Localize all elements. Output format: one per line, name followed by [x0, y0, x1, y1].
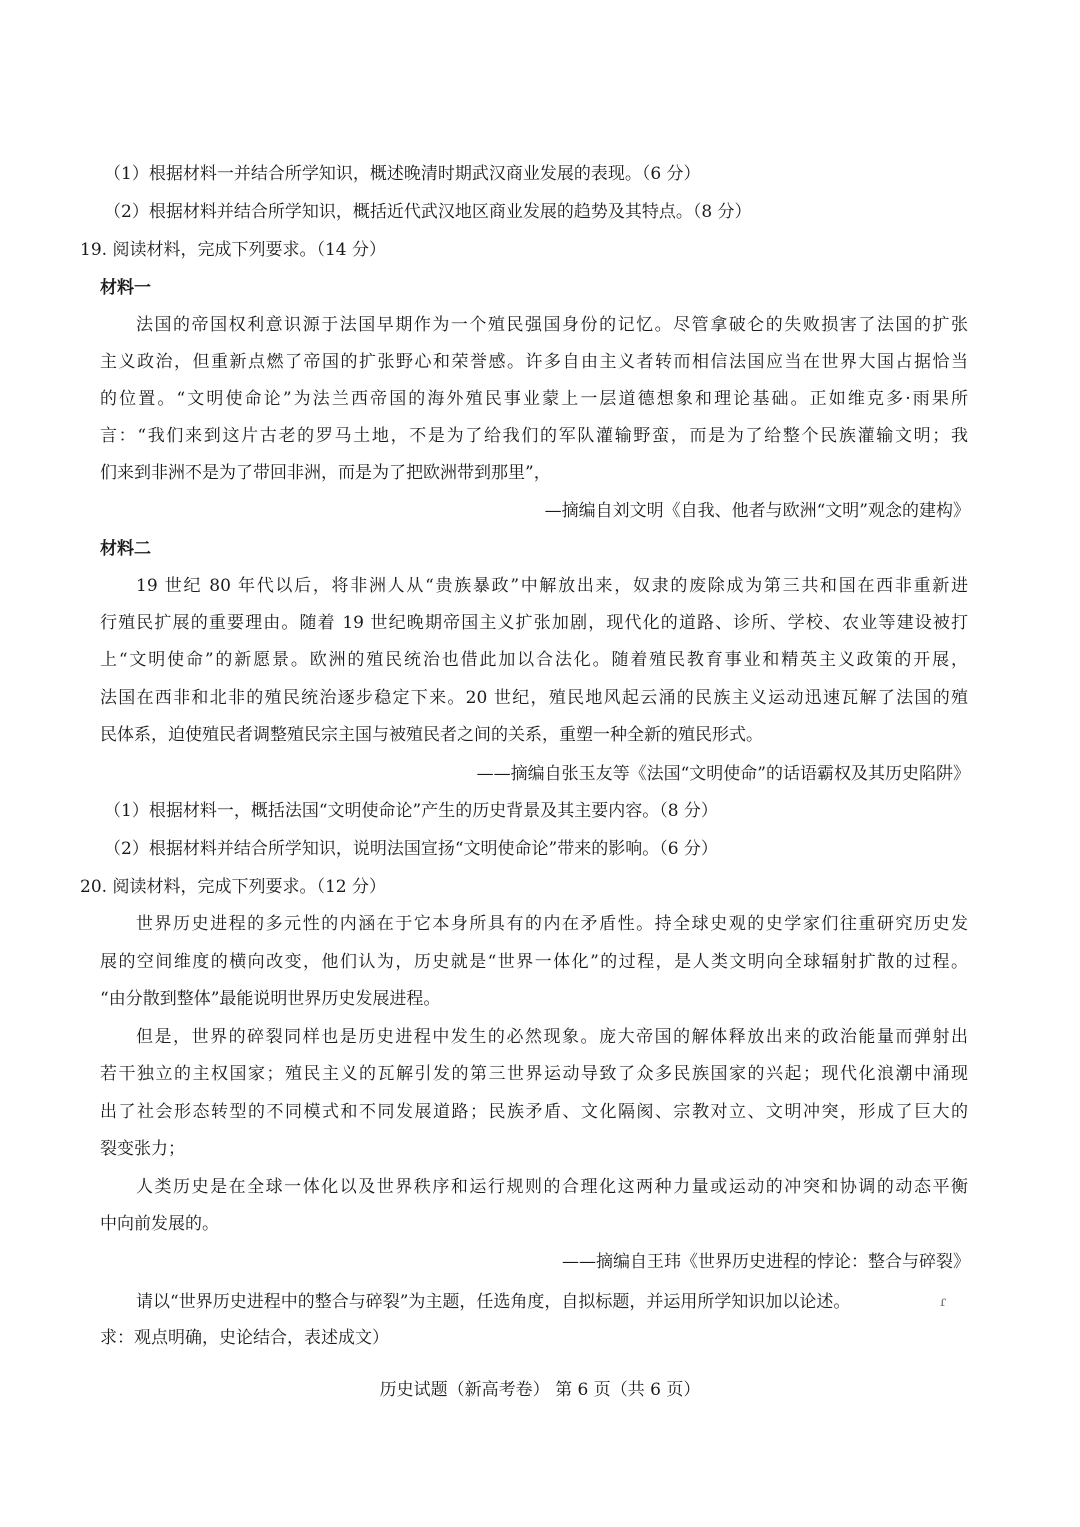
q20-paragraph-2-line: 出了社会形态转型的不同模式和不同发展道路；民族矛盾、文化隔阂、宗教对立、文明冲突，形成了巨大的: [100, 1102, 968, 1122]
q19-material-1-line: 言：“我们来到这片古老的罗马土地，不是为了给我们的军队灌输野蛮，而是为了给整个民族灌输文明；我: [100, 426, 968, 446]
q19-material-1-source: —摘编自刘文明《自我、他者与欧洲“文明”观念的建构》: [544, 501, 970, 521]
q19-material-1-line: 的位置。“文明使命论”为法兰西帝国的海外殖民事业蒙上一层道德想象和理论基础。正如维克多·雨果所: [100, 389, 968, 409]
q19-material-1-line: 主义政治，但重新点燃了帝国的扩张野心和荣誉感。许多自由主义者转而相信法国应当在世界大国占据恰当: [100, 352, 968, 372]
q20-paragraph-1-line: 展的空间维度的横向改变，他们认为，历史就是“世界一体化”的过程，是人类文明向全球辐射扩散的过程。: [100, 952, 968, 972]
q20-task-line: 求：观点明确，史论结合，表述成文）: [100, 1328, 389, 1348]
q20-paragraph-1-line: 世界历史进程的多元性的内涵在于它本身所具有的内在矛盾性。持全球史观的史学家们往重研究历史发: [136, 914, 968, 934]
q19-material-2-source: ——摘编自张玉友等《法国“文明使命”的话语霸权及其历史陷阱》: [476, 764, 970, 784]
q19-material-1-label: 材料一: [100, 278, 151, 298]
q19-material-1-line: 们来到非洲不是为了带回非洲，而是为了把欧洲带到那里”，: [100, 463, 551, 483]
q19-sub-1: （1）根据材料一，概括法国“文明使命论”产生的历史背景及其主要内容。（8 分）: [104, 801, 718, 821]
q19-material-1-line: 法国的帝国权利意识源于法国早期作为一个殖民强国身份的记忆。尽管拿破仑的失败损害了法国的扩张: [136, 315, 968, 335]
q19-material-2-line: 法国在西非和北非的殖民统治逐步稳定下来。20 世纪，殖民地风起云涌的民族主义运动迅速瓦解了法国的殖: [100, 688, 968, 708]
q19-title: 19. 阅读材料，完成下列要求。（14 分）: [80, 240, 386, 260]
q20-paragraph-2-line: 裂变张力；: [100, 1139, 185, 1159]
q19-material-2-line: 行殖民扩展的重要理由。随着 19 世纪晚期帝国主义扩张加剧，现代化的道路、诊所、学校、农业等建设被打: [100, 613, 968, 633]
q19-material-2-line: 上“文明使命”的新愿景。欧洲的殖民统治也借此加以合法化。随着殖民教育事业和精英主义政策的开展，: [100, 650, 968, 670]
q18-sub-1: （1）根据材料一并结合所学知识，概述晚清时期武汉商业发展的表现。（6 分）: [104, 164, 701, 184]
q18-sub-2: （2）根据材料并结合所学知识，概括近代武汉地区商业发展的趋势及其特点。（8 分）: [104, 202, 752, 222]
q20-paragraph-2-line: 若干独立的主权国家；殖民主义的瓦解引发的第三世界运动导致了众多民族国家的兴起；现代化浪潮中涌现: [100, 1064, 968, 1084]
q19-material-2-line: 19 世纪 80 年代以后，将非洲人从“贵族暴政”中解放出来，奴隶的废除成为第三共和国在西非重新进: [136, 576, 968, 596]
q19-material-2-label: 材料二: [100, 539, 151, 559]
q19-material-2-line: 民体系，迫使殖民者调整殖民宗主国与被殖民者之间的关系，重塑一种全新的殖民形式。: [100, 725, 763, 745]
q20-task-line: 请以“世界历史进程中的整合与碎裂”为主题，任选角度，自拟标题，并运用所学知识加以论述。: [136, 1292, 851, 1312]
page-footer: 历史试题（新高考卷） 第 6 页（共 6 页）: [379, 1380, 701, 1400]
scan-artifact-mark: ɾ: [940, 1294, 947, 1310]
q20-source: ——摘编自王玮《世界历史进程的悖论：整合与碎裂》: [562, 1252, 970, 1272]
q19-sub-2: （2）根据材料并结合所学知识，说明法国宣扬“文明使命论”带来的影响。（6 分）: [104, 839, 718, 859]
q20-paragraph-3-line: 中向前发展的。: [100, 1214, 219, 1234]
q20-paragraph-3-line: 人类历史是在全球一体化以及世界秩序和运行规则的合理化这两种力量或运动的冲突和协调的动态平衡: [136, 1177, 968, 1197]
q20-paragraph-2-line: 但是，世界的碎裂同样也是历史进程中发生的必然现象。庞大帝国的解体释放出来的政治能量而弹射出: [136, 1027, 968, 1047]
q20-title: 20. 阅读材料，完成下列要求。（12 分）: [80, 877, 386, 897]
q20-paragraph-1-line: “由分散到整体”最能说明世界历史发展进程。: [100, 989, 441, 1009]
